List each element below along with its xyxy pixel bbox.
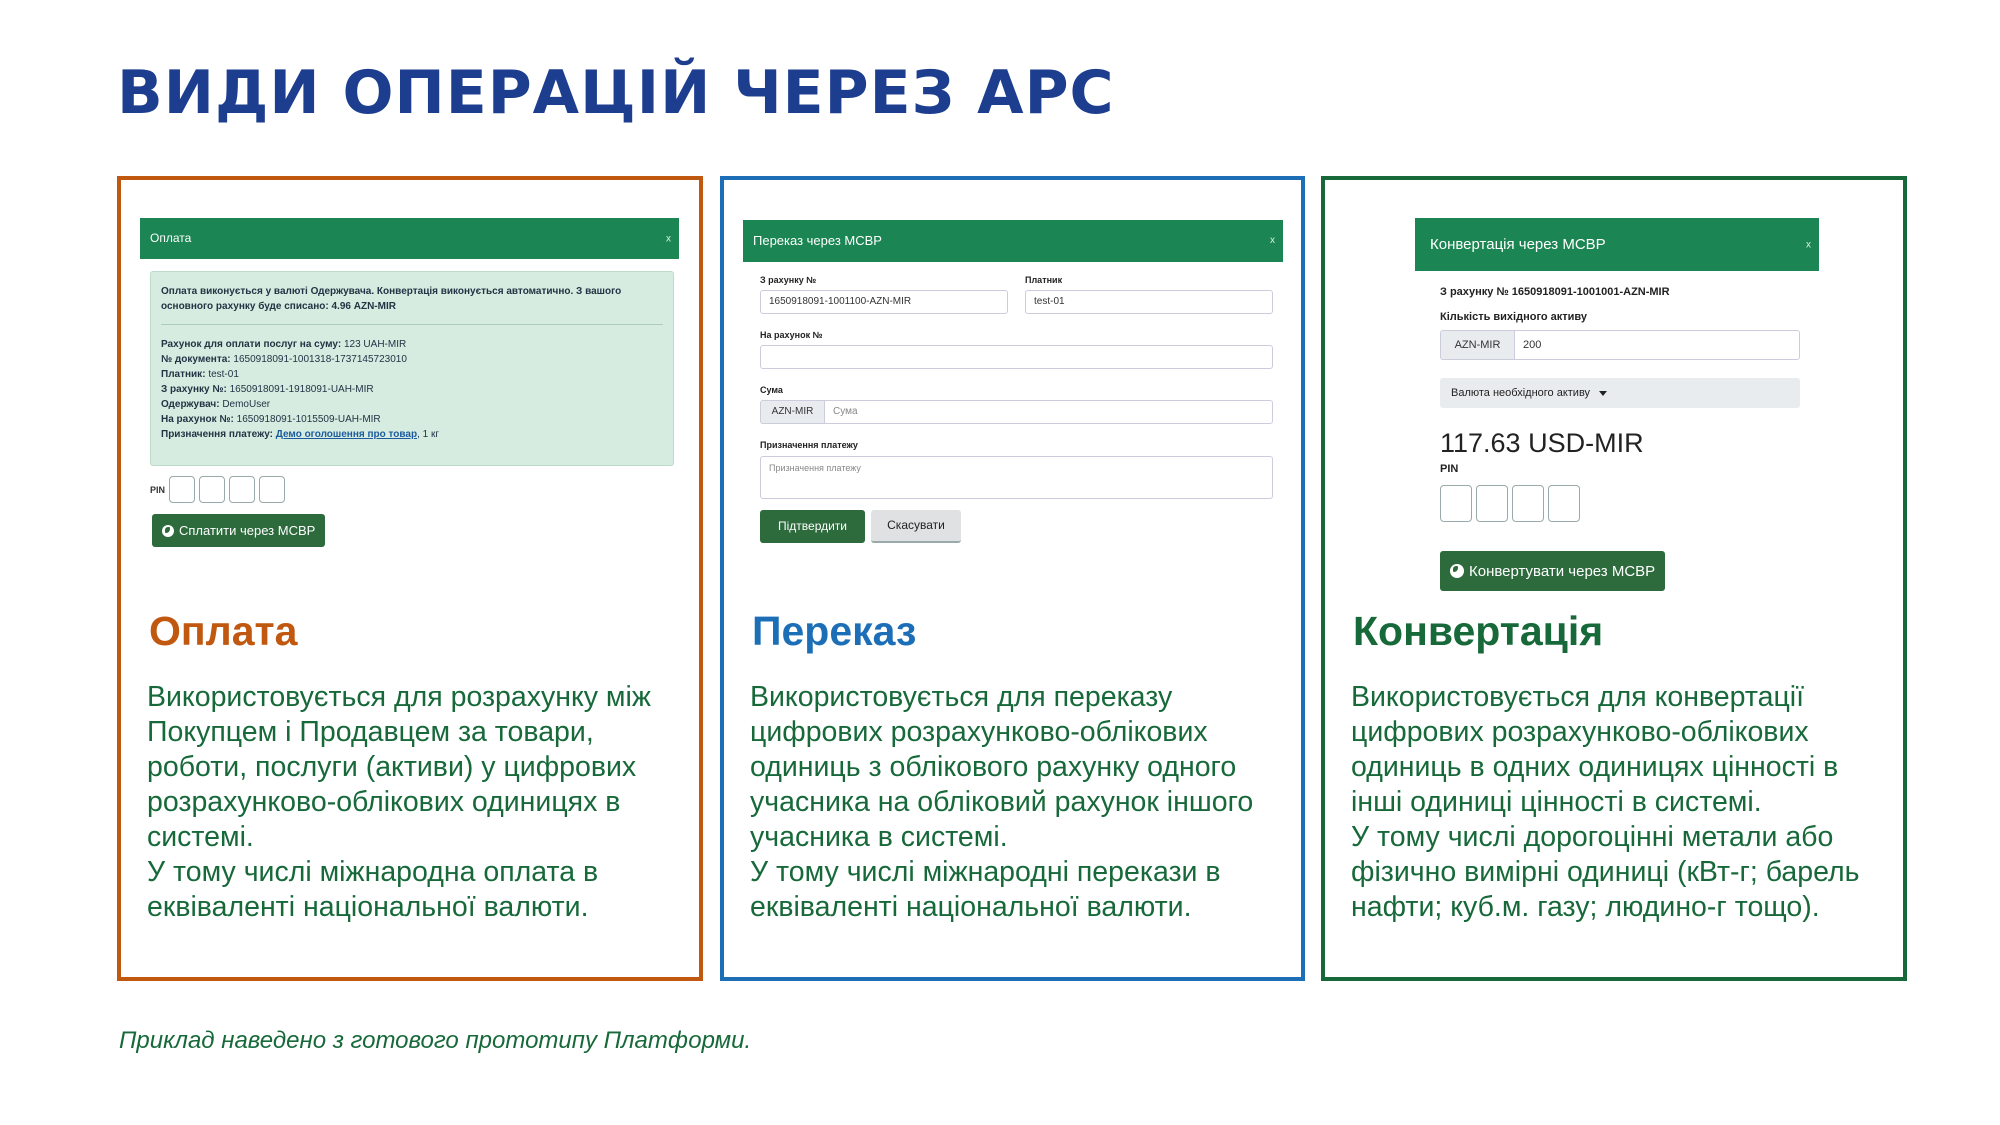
pin-digit-2[interactable] (1476, 485, 1508, 522)
source-amount-label: Кількість вихідного активу (1440, 311, 1588, 323)
from-account-text: З рахунку № 1650918091-1001001-AZN-MIR (1440, 286, 1670, 298)
payment-modal (140, 218, 679, 553)
purpose-textarea[interactable]: Призначення платежу (760, 456, 1273, 499)
confirm-button[interactable]: Підтвердити (760, 510, 865, 543)
cancel-button[interactable]: Скасувати (871, 510, 961, 543)
pin-digit-3[interactable] (229, 476, 255, 503)
conversion-modal-title: Конвертація через МСВР (1430, 236, 1606, 253)
transfer-modal-header (743, 220, 1283, 262)
payment-purpose-row: Призначення платежу: Демо оголошення про товар, 1 кг (161, 429, 440, 440)
payment-detail-row: Платник: test-01 (161, 369, 239, 380)
pin-digit-1[interactable] (1440, 485, 1472, 522)
payment-description (147, 680, 692, 925)
to-account-label: На рахунок № (760, 330, 823, 340)
pay-button[interactable] (152, 514, 325, 547)
transfer-heading: Переказ (752, 608, 917, 654)
conversion-result: 117.63 USD-MIR (1440, 428, 1644, 458)
payment-detail-row: Рахунок для оплати послуг на суму: 123 UAH-MIR (161, 339, 407, 350)
product-link[interactable]: Демо оголошення про товар (275, 429, 418, 440)
conversion-description-extra: У тому числі дорогоцінні метали або фізично вимірні одиниці (кВт-г; барель нафти; куб.м. газу; людино-г тощо). (1351, 821, 1860, 923)
pin-digit-4[interactable] (259, 476, 285, 503)
transfer-modal (743, 220, 1283, 540)
amount-currency: AZN-MIR (760, 400, 824, 424)
payer-field[interactable]: test-01 (1025, 290, 1273, 314)
footnote: Приклад наведено з готового прототипу Платформи. (119, 1027, 752, 1054)
close-icon[interactable]: x (666, 233, 671, 244)
close-icon[interactable]: x (1270, 235, 1275, 246)
payment-description-main: Використовується для розрахунку між Покупцем і Продавцем за товари, роботи, послуги (активи) у цифрових розрахунково-облікових одиницях в системі. (147, 681, 651, 853)
target-currency-select[interactable] (1440, 378, 1800, 408)
source-amount-input[interactable]: 200 (1514, 330, 1800, 360)
pin-digit-2[interactable] (199, 476, 225, 503)
pin-label: PIN (1440, 463, 1459, 475)
amount-input[interactable]: Сума (824, 400, 1273, 424)
payment-notice (150, 271, 674, 466)
pin-digit-3[interactable] (1512, 485, 1544, 522)
pin-digit-4[interactable] (1548, 485, 1580, 522)
globe-icon (162, 525, 174, 537)
from-account-label: З рахунку № (760, 275, 817, 285)
notice-divider (161, 324, 663, 325)
conversion-modal (1415, 218, 1819, 600)
close-icon[interactable]: x (1806, 239, 1811, 250)
page-title: ВИДИ ОПЕРАЦІЙ ЧЕРЕЗ АРС (117, 58, 1115, 128)
payment-description-extra: У тому числі міжнародна оплата в еквіваленті національної валюти. (147, 856, 599, 923)
payer-label: Платник (1025, 275, 1063, 285)
transfer-description (750, 680, 1295, 925)
amount-label: Сума (760, 385, 783, 395)
pin-digit-1[interactable] (169, 476, 195, 503)
payment-notice-text: Оплата виконується у валюті Одержувача. Конвертація виконується автоматично. З вашого основного рахунку буде списано: 4.96 AZN-MIR (161, 286, 622, 312)
transfer-description-extra: У тому числі міжнародні перекази в еквіваленті національної валюти. (750, 856, 1221, 923)
payment-detail-row: № документа: 1650918091-1001318-1737145723010 (161, 354, 407, 365)
target-currency-label: Валюта необхідного активу (1451, 387, 1591, 399)
pin-label: PIN (150, 484, 166, 495)
conversion-heading: Конвертація (1353, 608, 1604, 654)
transfer-modal-title: Переказ через МСВР (753, 233, 882, 248)
conversion-description-main: Використовується для конвертації цифрових розрахунково-облікових одиниць в одних одиницях цінності в інші одиниці цінності в системі. (1351, 681, 1839, 818)
payment-modal-header (140, 218, 679, 259)
pin-row (1440, 485, 1584, 522)
payment-detail-row: На рахунок №: 1650918091-1015509-UAH-MIR (161, 414, 381, 425)
to-account-field[interactable] (760, 345, 1273, 369)
convert-button-label: Конвертувати через МСВР (1469, 562, 1656, 580)
caret-down-icon (1599, 391, 1607, 396)
convert-button[interactable] (1440, 551, 1665, 591)
transfer-description-main: Використовується для переказу цифрових розрахунково-облікових одиниць з облікового рахунку одного учасника на обліковий рахунок іншого учасника в системі. (750, 681, 1254, 853)
pay-button-label: Сплатити через МСВР (179, 523, 316, 538)
payment-detail-row: Одержувач: DemoUser (161, 399, 271, 410)
conversion-description (1351, 680, 1896, 925)
payment-modal-title: Оплата (150, 231, 192, 245)
source-currency: AZN-MIR (1440, 330, 1514, 360)
from-account-field[interactable]: 1650918091-1001100-AZN-MIR (760, 290, 1008, 314)
pin-row (150, 476, 289, 503)
globe-icon (1450, 564, 1464, 578)
purpose-label: Призначення платежу (760, 440, 858, 450)
payment-detail-row: З рахунку №: 1650918091-1918091-UAH-MIR (161, 384, 374, 395)
conversion-modal-header (1415, 218, 1819, 271)
payment-heading: Оплата (149, 608, 298, 654)
